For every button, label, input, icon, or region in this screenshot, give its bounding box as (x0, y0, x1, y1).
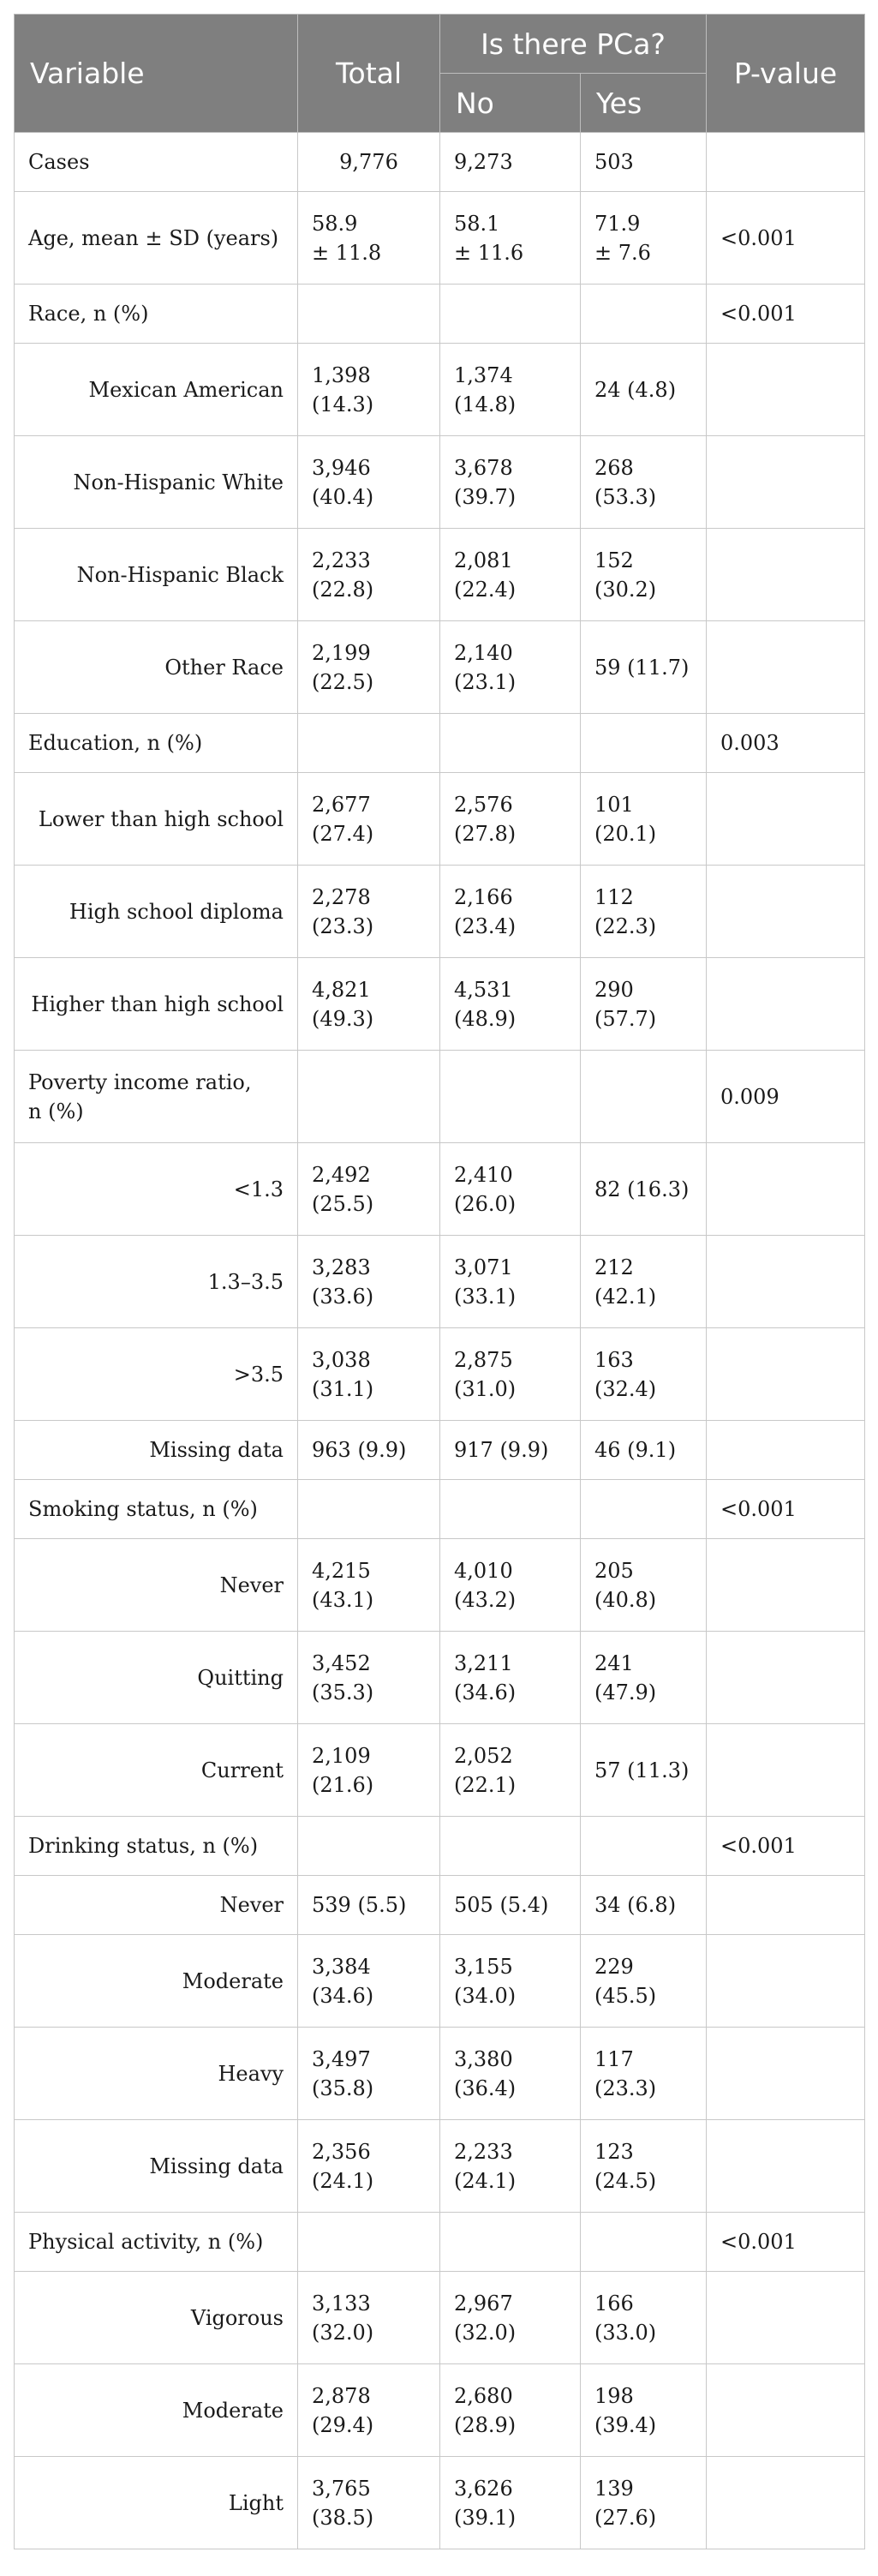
table-row (15, 2120, 865, 2213)
cell-variable: Moderate (15, 2364, 298, 2457)
cell-total: 2,878 (29.4) (298, 2364, 440, 2457)
table-row (15, 436, 865, 529)
cell-variable: Poverty income ratio, n (%) (15, 1051, 298, 1143)
cell-p-value (707, 866, 865, 958)
cell-total: 2,677 (27.4) (298, 773, 440, 866)
cell-yes (581, 285, 707, 344)
table-row (15, 1935, 865, 2028)
cell-p-value (707, 1236, 865, 1328)
cell-yes: 123 (24.5) (581, 2120, 707, 2213)
cell-no (440, 1817, 581, 1876)
cell-yes: 71.9 ± 7.6 (581, 192, 707, 285)
cell-p-value (707, 1143, 865, 1236)
table-row (15, 344, 865, 436)
cell-yes: 139 (27.6) (581, 2457, 707, 2549)
cell-yes: 57 (11.3) (581, 1724, 707, 1817)
cell-variable: Other Race (15, 621, 298, 714)
table-row (15, 1480, 865, 1539)
cell-variable: Non-Hispanic White (15, 436, 298, 529)
table-row (15, 1817, 865, 1876)
header-total: Total (298, 15, 440, 133)
cell-no: 2,081 (22.4) (440, 529, 581, 621)
cell-yes: 229 (45.5) (581, 1935, 707, 2028)
cell-variable: Mexican American (15, 344, 298, 436)
cell-total: 2,233 (22.8) (298, 529, 440, 621)
cell-no: 2,875 (31.0) (440, 1328, 581, 1421)
cell-yes: 212 (42.1) (581, 1236, 707, 1328)
cell-total: 3,946 (40.4) (298, 436, 440, 529)
cell-yes: 59 (11.7) (581, 621, 707, 714)
cell-no: 2,166 (23.4) (440, 866, 581, 958)
cell-p-value (707, 1632, 865, 1724)
cell-variable: Higher than high school (15, 958, 298, 1051)
cell-variable: <1.3 (15, 1143, 298, 1236)
table-row (15, 1143, 865, 1236)
cell-yes: 112 (22.3) (581, 866, 707, 958)
cell-variable: Vigorous (15, 2272, 298, 2364)
cell-total: 3,283 (33.6) (298, 1236, 440, 1328)
cell-yes: 152 (30.2) (581, 529, 707, 621)
cell-variable: Missing data (15, 1421, 298, 1480)
cell-variable: Current (15, 1724, 298, 1817)
cell-yes: 241 (47.9) (581, 1632, 707, 1724)
cell-total: 2,492 (25.5) (298, 1143, 440, 1236)
cell-yes: 82 (16.3) (581, 1143, 707, 1236)
cell-p-value (707, 529, 865, 621)
cell-total: 3,133 (32.0) (298, 2272, 440, 2364)
table-row (15, 866, 865, 958)
cell-yes: 290 (57.7) (581, 958, 707, 1051)
table-row (15, 1724, 865, 1817)
cell-no: 2,576 (27.8) (440, 773, 581, 866)
cell-no: 505 (5.4) (440, 1876, 581, 1935)
cell-yes: 163 (32.4) (581, 1328, 707, 1421)
table-row (15, 958, 865, 1051)
cell-p-value (707, 2028, 865, 2120)
cell-no: 3,626 (39.1) (440, 2457, 581, 2549)
header-p-value: P-value (707, 15, 865, 133)
cell-total (298, 2213, 440, 2272)
cell-p-value (707, 2120, 865, 2213)
cell-p-value: 0.003 (707, 714, 865, 773)
cell-variable: Heavy (15, 2028, 298, 2120)
cell-yes: 117 (23.3) (581, 2028, 707, 2120)
cell-p-value: <0.001 (707, 1480, 865, 1539)
table-row (15, 2364, 865, 2457)
cell-total (298, 1817, 440, 1876)
cell-p-value (707, 1724, 865, 1817)
cell-variable: Non-Hispanic Black (15, 529, 298, 621)
cell-total: 3,384 (34.6) (298, 1935, 440, 2028)
cell-yes: 46 (9.1) (581, 1421, 707, 1480)
cell-p-value (707, 133, 865, 192)
cell-total: 1,398 (14.3) (298, 344, 440, 436)
cell-no (440, 2213, 581, 2272)
cell-total: 3,497 (35.8) (298, 2028, 440, 2120)
cell-total: 9,776 (298, 133, 440, 192)
cell-yes (581, 1051, 707, 1143)
table-row (15, 2272, 865, 2364)
cell-yes: 24 (4.8) (581, 344, 707, 436)
cell-total: 539 (5.5) (298, 1876, 440, 1935)
cell-variable: Missing data (15, 2120, 298, 2213)
cell-variable: Light (15, 2457, 298, 2549)
cell-no: 917 (9.9) (440, 1421, 581, 1480)
cell-p-value (707, 1935, 865, 2028)
table-row (15, 1051, 865, 1143)
table-row (15, 1632, 865, 1724)
cell-total (298, 714, 440, 773)
cell-p-value (707, 2457, 865, 2549)
table-row (15, 1539, 865, 1632)
cell-variable: Moderate (15, 1935, 298, 2028)
cell-p-value (707, 621, 865, 714)
table-row (15, 2213, 865, 2272)
table-row (15, 2028, 865, 2120)
cell-yes: 503 (581, 133, 707, 192)
cell-no (440, 285, 581, 344)
cell-no: 4,531 (48.9) (440, 958, 581, 1051)
cell-no: 3,380 (36.4) (440, 2028, 581, 2120)
cell-no: 2,410 (26.0) (440, 1143, 581, 1236)
cell-no: 3,071 (33.1) (440, 1236, 581, 1328)
table-row (15, 133, 865, 192)
cell-no (440, 1480, 581, 1539)
cell-p-value (707, 1876, 865, 1935)
cell-no (440, 1051, 581, 1143)
table-row (15, 2457, 865, 2549)
cell-total (298, 285, 440, 344)
cell-variable: Never (15, 1876, 298, 1935)
cell-total: 3,765 (38.5) (298, 2457, 440, 2549)
table-row (15, 1236, 865, 1328)
cell-variable: Race, n (%) (15, 285, 298, 344)
cell-variable: Cases (15, 133, 298, 192)
cell-total: 58.9 ± 11.8 (298, 192, 440, 285)
cell-total: 2,109 (21.6) (298, 1724, 440, 1817)
cell-p-value: 0.009 (707, 1051, 865, 1143)
header-variable: Variable (15, 15, 298, 133)
characteristics-table (14, 14, 865, 2549)
table-header (15, 15, 865, 133)
header-yes: Yes (581, 74, 707, 133)
cell-no: 2,680 (28.9) (440, 2364, 581, 2457)
table-row (15, 1876, 865, 1935)
cell-no: 2,233 (24.1) (440, 2120, 581, 2213)
table-row (15, 192, 865, 285)
cell-yes (581, 714, 707, 773)
cell-p-value (707, 1539, 865, 1632)
cell-p-value (707, 2272, 865, 2364)
cell-total: 3,452 (35.3) (298, 1632, 440, 1724)
table-row (15, 529, 865, 621)
cell-yes: 205 (40.8) (581, 1539, 707, 1632)
table-row (15, 773, 865, 866)
cell-p-value (707, 773, 865, 866)
cell-total: 963 (9.9) (298, 1421, 440, 1480)
cell-variable: Smoking status, n (%) (15, 1480, 298, 1539)
cell-yes: 101 (20.1) (581, 773, 707, 866)
header-pca-group: Is there PCa? (440, 15, 707, 74)
cell-p-value (707, 1421, 865, 1480)
cell-total: 4,215 (43.1) (298, 1539, 440, 1632)
cell-p-value: <0.001 (707, 1817, 865, 1876)
cell-p-value: <0.001 (707, 192, 865, 285)
cell-no: 4,010 (43.2) (440, 1539, 581, 1632)
cell-no: 3,155 (34.0) (440, 1935, 581, 2028)
cell-p-value (707, 344, 865, 436)
cell-variable: Drinking status, n (%) (15, 1817, 298, 1876)
table-row (15, 621, 865, 714)
cell-p-value: <0.001 (707, 2213, 865, 2272)
table-row (15, 285, 865, 344)
cell-variable: Quitting (15, 1632, 298, 1724)
cell-yes: 268 (53.3) (581, 436, 707, 529)
cell-yes: 198 (39.4) (581, 2364, 707, 2457)
cell-no: 2,140 (23.1) (440, 621, 581, 714)
cell-yes: 34 (6.8) (581, 1876, 707, 1935)
cell-yes (581, 2213, 707, 2272)
cell-variable: 1.3–3.5 (15, 1236, 298, 1328)
cell-no (440, 714, 581, 773)
cell-variable: Age, mean ± SD (years) (15, 192, 298, 285)
cell-yes (581, 1480, 707, 1539)
cell-no: 9,273 (440, 133, 581, 192)
table-body (15, 133, 865, 2549)
cell-no: 2,967 (32.0) (440, 2272, 581, 2364)
cell-total: 3,038 (31.1) (298, 1328, 440, 1421)
cell-variable: Physical activity, n (%) (15, 2213, 298, 2272)
cell-total (298, 1480, 440, 1539)
cell-no: 2,052 (22.1) (440, 1724, 581, 1817)
cell-variable: High school diploma (15, 866, 298, 958)
table-row (15, 1421, 865, 1480)
cell-no: 58.1 ± 11.6 (440, 192, 581, 285)
cell-p-value (707, 1328, 865, 1421)
cell-variable: Lower than high school (15, 773, 298, 866)
cell-total: 4,821 (49.3) (298, 958, 440, 1051)
cell-p-value (707, 436, 865, 529)
cell-total: 2,199 (22.5) (298, 621, 440, 714)
cell-variable: >3.5 (15, 1328, 298, 1421)
cell-yes: 166 (33.0) (581, 2272, 707, 2364)
cell-no: 3,678 (39.7) (440, 436, 581, 529)
cell-no: 3,211 (34.6) (440, 1632, 581, 1724)
cell-variable: Education, n (%) (15, 714, 298, 773)
header-no: No (440, 74, 581, 133)
cell-total (298, 1051, 440, 1143)
cell-variable: Never (15, 1539, 298, 1632)
cell-p-value (707, 958, 865, 1051)
cell-p-value (707, 2364, 865, 2457)
cell-p-value: <0.001 (707, 285, 865, 344)
cell-total: 2,356 (24.1) (298, 2120, 440, 2213)
table-row (15, 1328, 865, 1421)
cell-no: 1,374 (14.8) (440, 344, 581, 436)
cell-total: 2,278 (23.3) (298, 866, 440, 958)
table-row (15, 714, 865, 773)
cell-yes (581, 1817, 707, 1876)
